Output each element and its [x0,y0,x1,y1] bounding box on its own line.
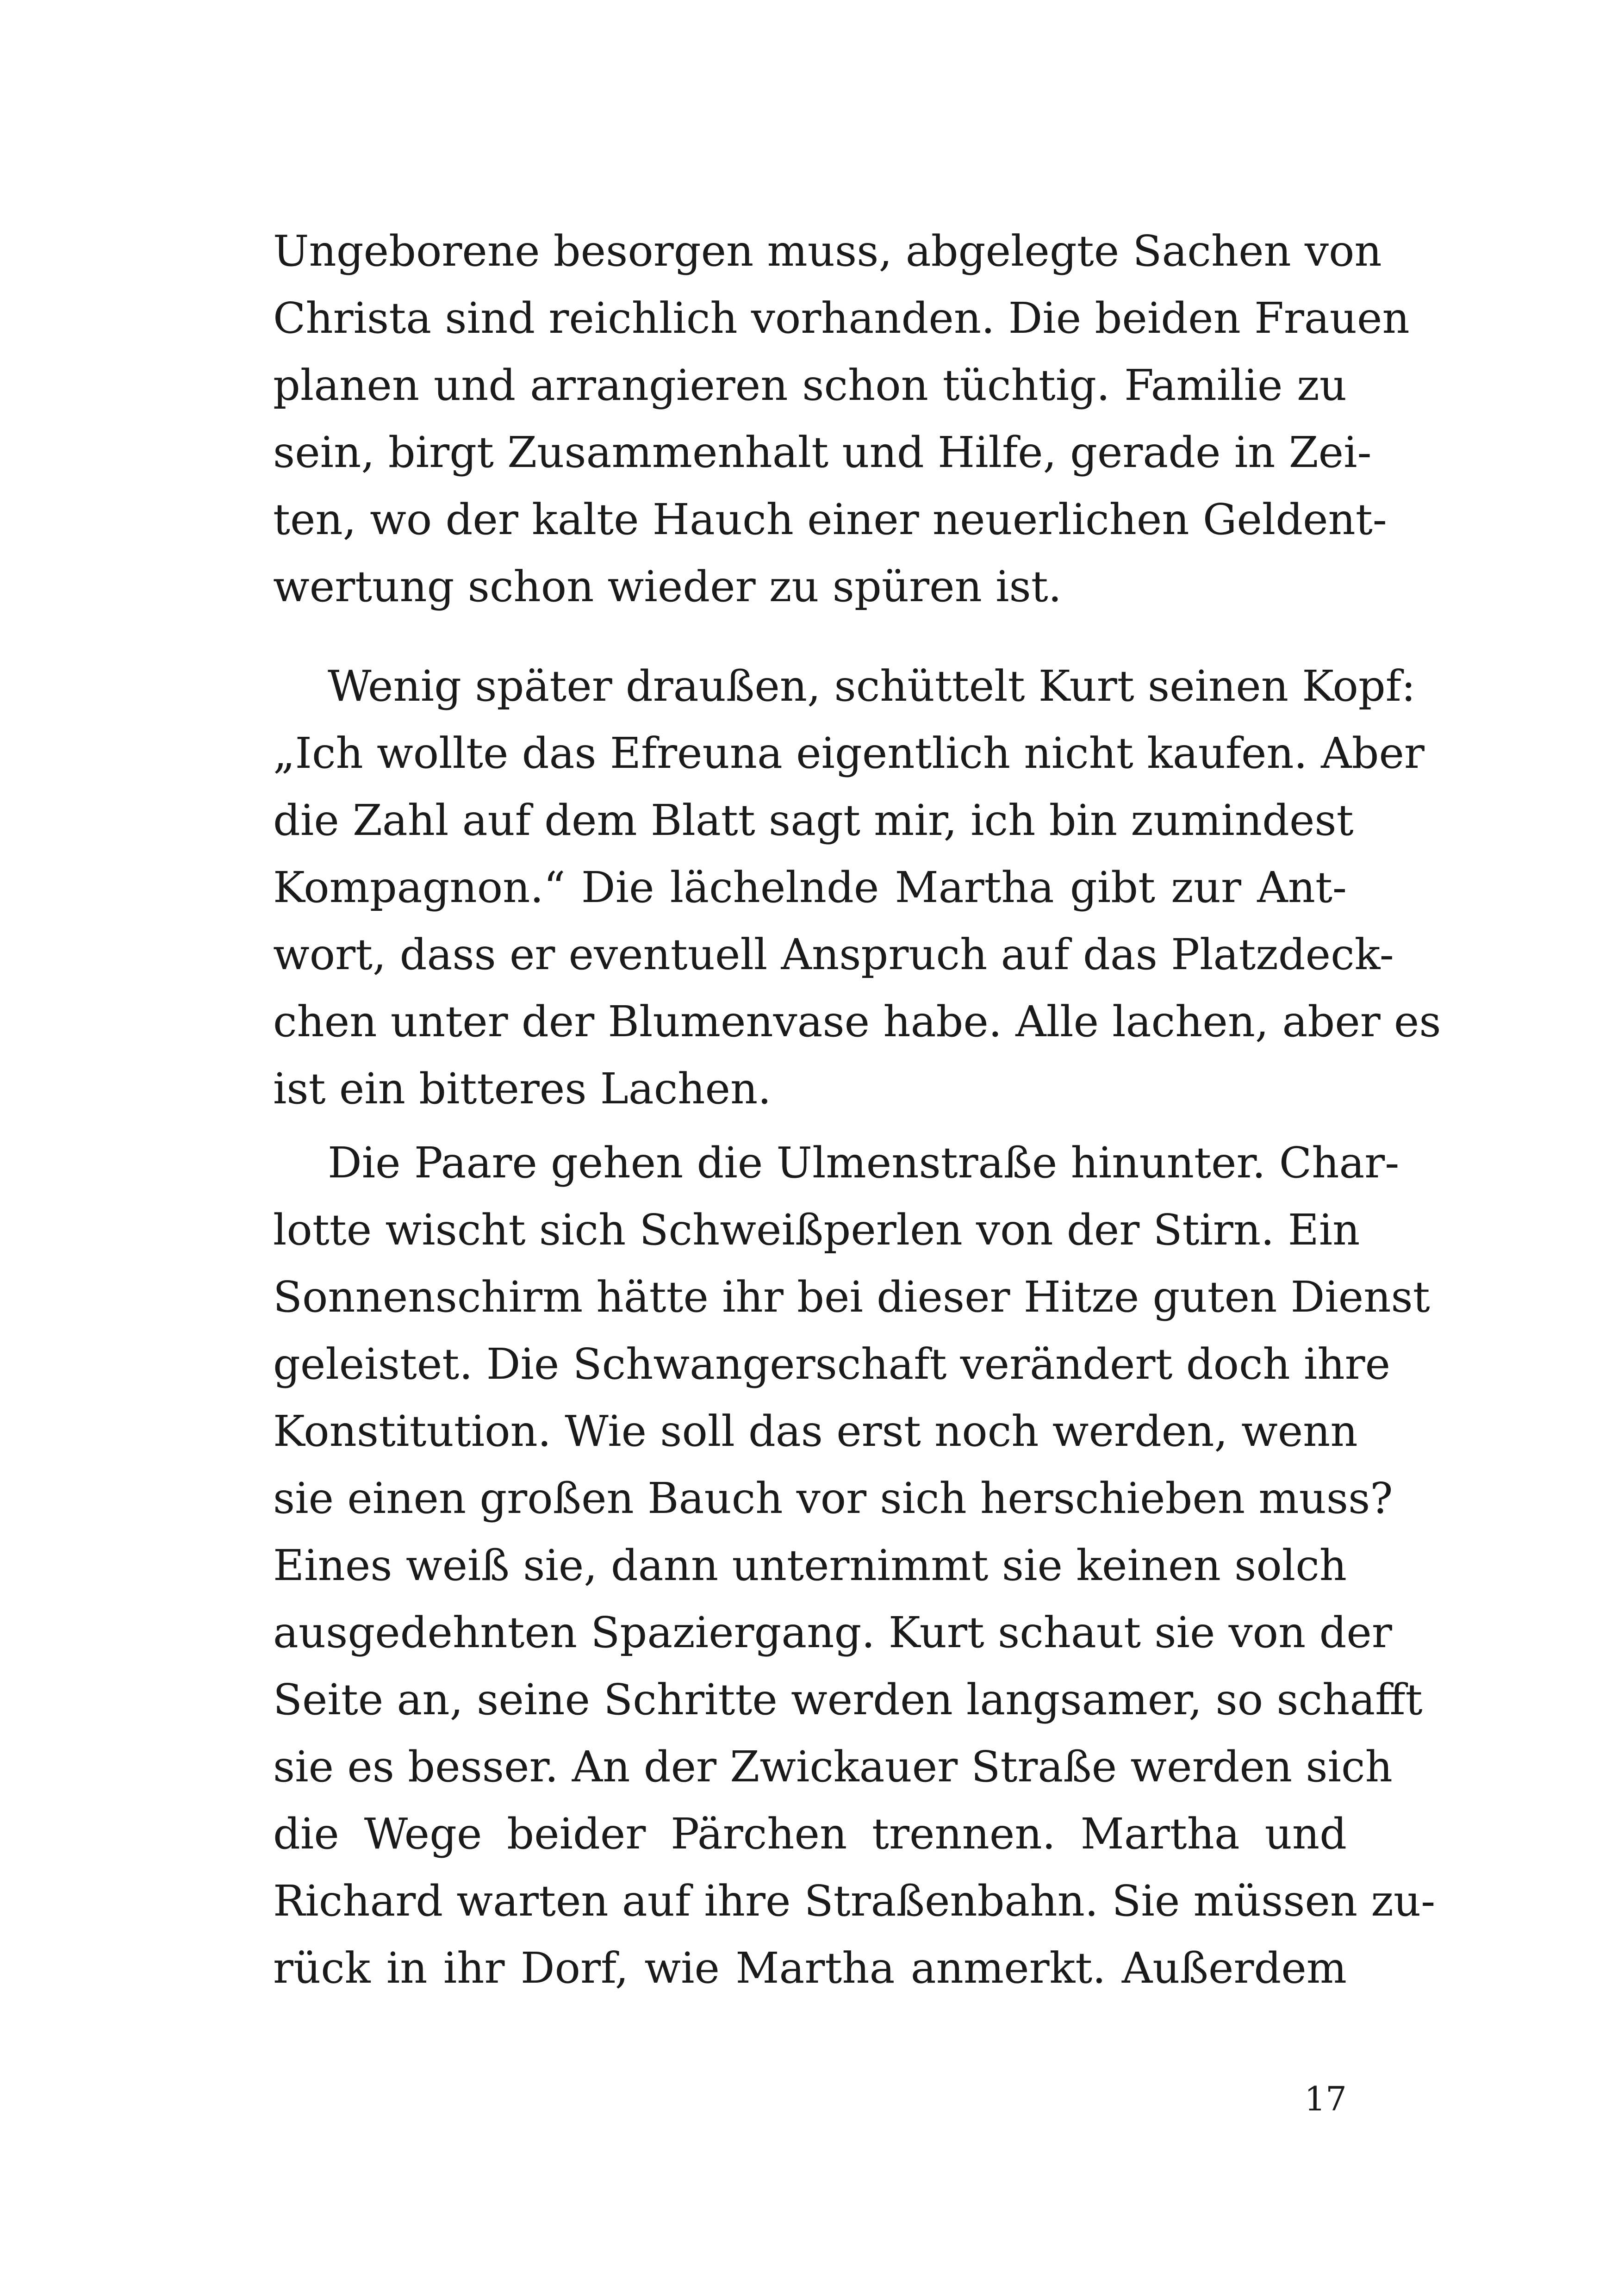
text-line: ausgedehnten Spaziergang. Kurt schaut sie von der [273,1608,1392,1657]
text-line: „Ich wollte das Efreuna eigentlich nicht kaufen. Aber [273,728,1425,778]
text-line: planen und arrangieren schon tüchtig. Familie zu [273,361,1347,410]
paragraph-2 [273,653,1441,1122]
text-line: Die Paare gehen die Ulmenstraße hinunter. Char- [328,1138,1400,1188]
text-line: ist ein bitteres Lachen. [273,1064,772,1114]
text-line: sie es besser. An der Zwickauer Straße werden sich [273,1742,1393,1792]
text-line: rück in ihr Dorf, wie Martha anmerkt. Außerdem [273,1943,1347,1993]
text-line: Sonnenschirm hätte ihr bei dieser Hitze guten Dienst [273,1272,1430,1322]
text-line: Richard warten auf ihre Straßenbahn. Sie müssen zu- [273,1876,1436,1926]
text-line: lotte wischt sich Schweißperlen von der Stirn. Ein [273,1205,1360,1255]
text-line: Wenig später draußen, schüttelt Kurt seinen Kopf: [328,661,1416,711]
paragraph-1 [273,218,1410,620]
text-line: chen unter der Blumenvase habe. Alle lachen, aber es [273,997,1441,1046]
text-line: Seite an, seine Schritte werden langsamer, so schafft [273,1675,1423,1724]
paragraph-3 [273,1129,1436,2002]
text-line: sie einen großen Bauch vor sich herschieben muss? [273,1474,1393,1523]
text-line: geleistet. Die Schwangerschaft verändert doch ihre [273,1339,1391,1389]
text-line: die Wege beider Pärchen trennen. Martha und [273,1809,1347,1859]
text-line: Ungeborene besorgen muss, abgelegte Sachen von [273,226,1382,276]
text-line: ten, wo der kalte Hauch einer neuerlichen Geldent- [273,495,1387,544]
text-line: wort, dass er eventuell Anspruch auf das Platzdeck- [273,930,1394,979]
page-number: 17 [1304,2079,1347,2118]
text-line: Konstitution. Wie soll das erst noch werden, wenn [273,1406,1358,1456]
text-line: sein, birgt Zusammenhalt und Hilfe, gerade in Zei- [273,428,1372,477]
text-line: Eines weiß sie, dann unternimmt sie keinen solch [273,1541,1347,1590]
text-line: die Zahl auf dem Blatt sagt mir, ich bin zumindest [273,796,1354,845]
text-line: Christa sind reichlich vorhanden. Die beiden Frauen [273,293,1410,343]
text-line: Kompagnon.“ Die lächelnde Martha gibt zur Ant- [273,863,1347,912]
text-line: wertung schon wieder zu spüren ist. [273,562,1062,611]
